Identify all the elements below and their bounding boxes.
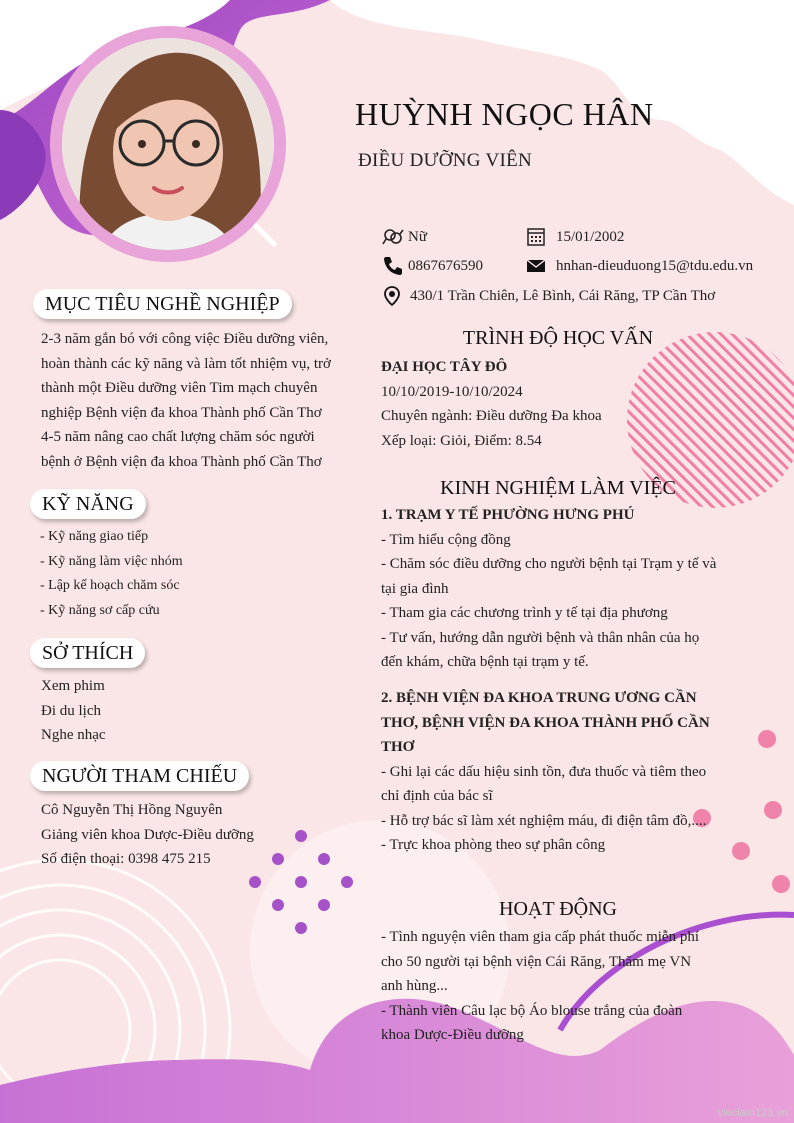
objective-heading: MỤC TIÊU NGHỀ NGHIỆP bbox=[33, 289, 292, 319]
objective-line: thành một Điều dưỡng viên Tim mạch chuyên bbox=[41, 380, 318, 396]
calendar-icon bbox=[526, 226, 548, 248]
skill-item: - Lập kế hoạch chăm sóc bbox=[40, 578, 180, 593]
hobby-item: Nghe nhạc bbox=[41, 727, 106, 743]
job1-line: - Chăm sóc điều dưỡng cho người bệnh tại Trạm y tế và bbox=[381, 556, 717, 572]
objective-line: 4-5 năm nâng cao chất lượng chăm sóc người bbox=[41, 429, 315, 445]
job1-line: - Tư vấn, hướng dẫn người bệnh và thân nhân của họ bbox=[381, 629, 700, 646]
watermark: vieclam123.vn bbox=[717, 1107, 788, 1119]
job2-line: - Trực khoa phòng theo sự phân công bbox=[381, 837, 606, 853]
activity-line: khoa Dược-Điều dưỡng bbox=[381, 1027, 524, 1043]
hobbies-heading: SỞ THÍCH bbox=[30, 638, 145, 668]
education-block bbox=[381, 355, 602, 453]
objective-line: bệnh ở Bệnh viện đa khoa Thành phố Cần Thơ bbox=[41, 453, 322, 470]
objective-line: 2-3 năm gắn bó với công việc Điều dưỡng viên, bbox=[41, 331, 329, 347]
job2-line: chỉ định của bác sĩ bbox=[381, 788, 493, 804]
gender-icon bbox=[382, 226, 404, 248]
activities-heading: HOẠT ĐỘNG bbox=[499, 898, 617, 920]
job1-line: tại gia đình bbox=[381, 580, 449, 597]
avatar bbox=[62, 38, 274, 250]
phone-value: 0867676590 bbox=[408, 258, 483, 274]
school-name: ĐẠI HỌC TÂY ĐÔ bbox=[381, 359, 508, 375]
hobby-item: Xem phim bbox=[41, 678, 105, 694]
phone-icon bbox=[382, 255, 404, 277]
study-period: 10/10/2019-10/10/2024 bbox=[381, 383, 523, 400]
objective-line: nghiệp Bệnh viện đa khoa Thành phố Cần Thơ bbox=[41, 404, 322, 421]
grade: Xếp loại: Giỏi, Điểm: 8.54 bbox=[381, 432, 542, 449]
skill-item: - Kỹ năng làm việc nhóm bbox=[40, 553, 183, 569]
job-title: ĐIỀU DƯỠNG VIÊN bbox=[358, 150, 533, 171]
skill-item: - Kỹ năng giao tiếp bbox=[40, 529, 149, 544]
reference-line: Số điện thoại: 0398 475 215 bbox=[41, 851, 211, 867]
dob-value: 15/01/2002 bbox=[556, 229, 625, 245]
job2-line: - Ghi lại các dấu hiệu sinh tồn, đưa thuốc và tiêm theo bbox=[381, 763, 707, 780]
reference-text bbox=[41, 798, 254, 872]
activity-line: - Tình nguyện viên tham gia cấp phát thuốc miễn phí bbox=[381, 929, 699, 945]
experience-job2 bbox=[381, 686, 735, 858]
reference-heading: NGƯỜI THAM CHIẾU bbox=[30, 761, 249, 791]
experience-heading: KINH NGHIỆM LÀM VIỆC bbox=[440, 477, 676, 499]
skill-item: - Kỹ năng sơ cấp cứu bbox=[40, 602, 160, 618]
reference-line: Giảng viên khoa Dược-Điều dưỡng bbox=[41, 826, 254, 843]
full-name: HUỲNH NGỌC HÂN bbox=[355, 96, 654, 132]
job2-title-line: THƠ, BỆNH VIỆN ĐA KHOA THÀNH PHỐ CẦN bbox=[381, 714, 710, 731]
job1-line: - Tham gia các chương trình y tế tại địa phương bbox=[381, 605, 668, 621]
location-pin-icon bbox=[382, 285, 404, 307]
email-value: hnhan-dieuduong15@tdu.edu.vn bbox=[556, 258, 754, 274]
email-icon bbox=[526, 255, 548, 277]
activity-line: cho 50 người tại bệnh viện Cái Răng, Thăm mẹ VN bbox=[381, 953, 692, 970]
job2-line: - Hỗ trợ bác sĩ làm xét nghiệm máu, đi điện tâm đồ,.... bbox=[381, 812, 707, 829]
activities-text bbox=[381, 925, 735, 1048]
objective-line: hoàn thành các kỹ năng và làm tốt nhiệm vụ, trở bbox=[41, 355, 331, 372]
objective-text bbox=[41, 327, 347, 474]
reference-line: Cô Nguyễn Thị Hồng Nguyên bbox=[41, 802, 223, 818]
experience-job1 bbox=[381, 503, 735, 675]
job2-title-line: THƠ bbox=[381, 739, 415, 755]
education-heading: TRÌNH ĐỘ HỌC VẤN bbox=[462, 327, 654, 349]
activity-line: anh hùng... bbox=[381, 978, 448, 994]
job2-title-line: 2. BỆNH VIỆN ĐA KHOA TRUNG ƯƠNG CẦN bbox=[381, 690, 697, 706]
activity-line: - Thành viên Câu lạc bộ Áo blouse trắng của đoàn bbox=[381, 1002, 683, 1019]
job1-title: 1. TRẠM Y TẾ PHƯỜNG HƯNG PHÚ bbox=[381, 507, 635, 523]
hobbies-list bbox=[41, 674, 106, 748]
gender-value: Nữ bbox=[408, 229, 427, 245]
major: Chuyên ngành: Điều dưỡng Đa khoa bbox=[381, 408, 602, 424]
job1-line: đến khám, chữa bệnh tại trạm y tế. bbox=[381, 654, 589, 670]
address-value: 430/1 Trần Chiên, Lê Bình, Cái Răng, TP Cần Thơ bbox=[410, 288, 716, 304]
avatar-portrait bbox=[62, 38, 274, 250]
skills-list bbox=[40, 525, 183, 623]
hobby-item: Đi du lịch bbox=[41, 702, 101, 719]
job1-line: - Tìm hiểu cộng đồng bbox=[381, 531, 511, 548]
skills-heading: KỸ NĂNG bbox=[30, 489, 146, 519]
